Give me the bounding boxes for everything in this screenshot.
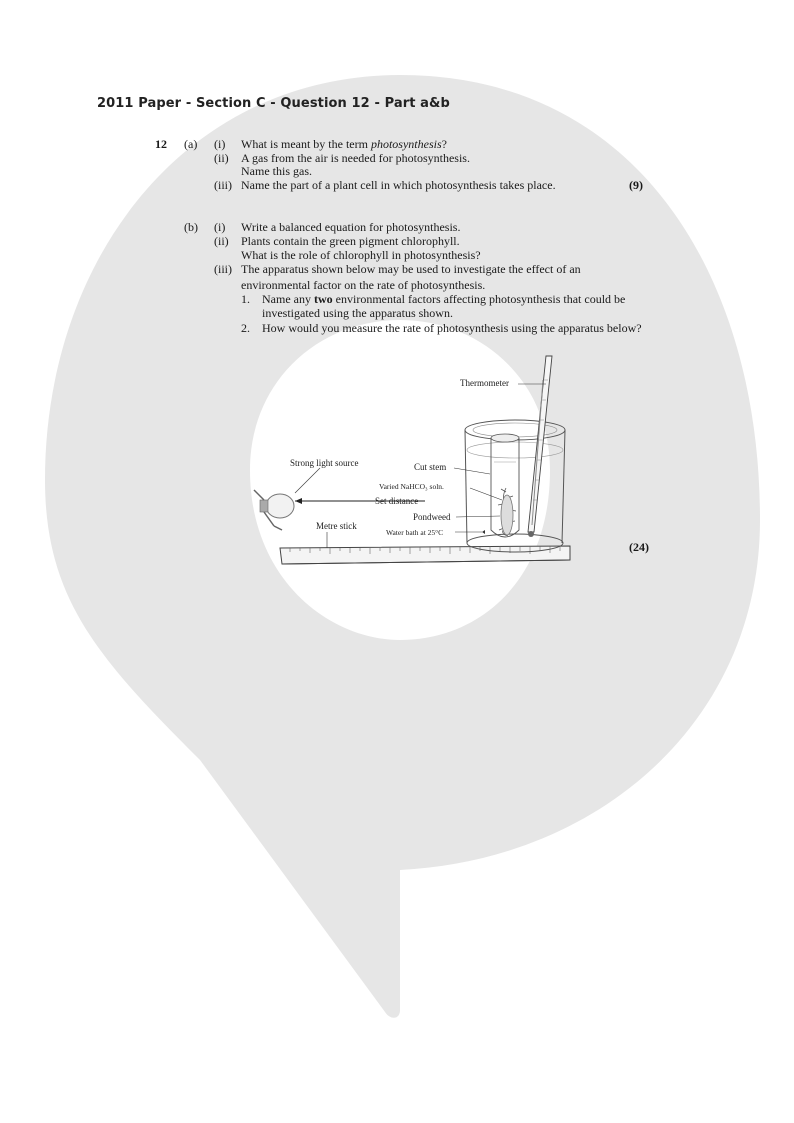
- q1-pre: Name any: [262, 292, 314, 306]
- a-ii-label: (ii): [214, 151, 229, 165]
- label-thermometer: Thermometer: [460, 378, 509, 388]
- b-iii-q1-text: [262, 292, 625, 306]
- thermometer: [528, 356, 552, 537]
- label-water-bath: Water bath at 25°C: [386, 528, 444, 537]
- a-i-question: [241, 137, 447, 151]
- part-a-label: (a): [184, 137, 198, 151]
- light-bulb-icon: [254, 490, 294, 530]
- b-i-text: Write a balanced equation for photosynthesis.: [241, 220, 461, 234]
- part-a-marks: (9): [629, 178, 643, 192]
- part-b-label: (b): [184, 220, 198, 234]
- b-ii-label: (ii): [214, 234, 229, 248]
- a-ii-line1: A gas from the air is needed for photosynthesis.: [241, 151, 470, 165]
- label-set-distance: Set distance: [375, 496, 419, 506]
- pondweed: [498, 488, 516, 536]
- b-iii-q2-text: How would you measure the rate of photosynthesis using the apparatus below?: [262, 321, 642, 335]
- a-iii-text: Name the part of a plant cell in which photosynthesis takes place.: [241, 178, 556, 192]
- b-ii-line1: Plants contain the green pigment chlorophyll.: [241, 234, 460, 248]
- b-iii-label: (iii): [214, 262, 232, 276]
- label-varied-solution: Varied NaHCO₃ soln.: [379, 482, 444, 491]
- label-pondweed: Pondweed: [413, 512, 451, 522]
- b-iii-line1: The apparatus shown below may be used to investigate the effect of an: [241, 262, 581, 276]
- a-i-label: (i): [214, 137, 226, 151]
- q1-post: environmental factors affecting photosynthesis that could be: [332, 292, 626, 306]
- a-i-end: ?: [441, 137, 447, 151]
- question-number: 12: [155, 137, 167, 151]
- a-i-term: photosynthesis: [370, 137, 442, 151]
- b-ii-line2: What is the role of chlorophyll in photosynthesis?: [241, 248, 481, 262]
- label-cut-stem: Cut stem: [414, 462, 447, 472]
- metre-stick: [280, 546, 570, 564]
- label-metre-stick: Metre stick: [316, 521, 357, 531]
- b-iii-q1-number: 1.: [241, 292, 250, 306]
- b-i-label: (i): [214, 220, 226, 234]
- a-i-text: What is meant by the term: [241, 137, 371, 151]
- page-title: 2011 Paper - Section C - Question 12 - Part a&b: [97, 96, 450, 111]
- a-ii-line2: Name this gas.: [241, 164, 312, 178]
- b-iii-q1-line2: investigated using the apparatus shown.: [262, 306, 453, 320]
- q1-bold: two: [313, 292, 333, 306]
- label-strong-light-source: Strong light source: [290, 458, 359, 468]
- apparatus-diagram: [250, 350, 580, 572]
- part-b-marks: (24): [629, 540, 649, 554]
- b-iii-q2-number: 2.: [241, 321, 250, 335]
- b-iii-line2: environmental factor on the rate of photosynthesis.: [241, 278, 486, 292]
- a-iii-label: (iii): [214, 178, 232, 192]
